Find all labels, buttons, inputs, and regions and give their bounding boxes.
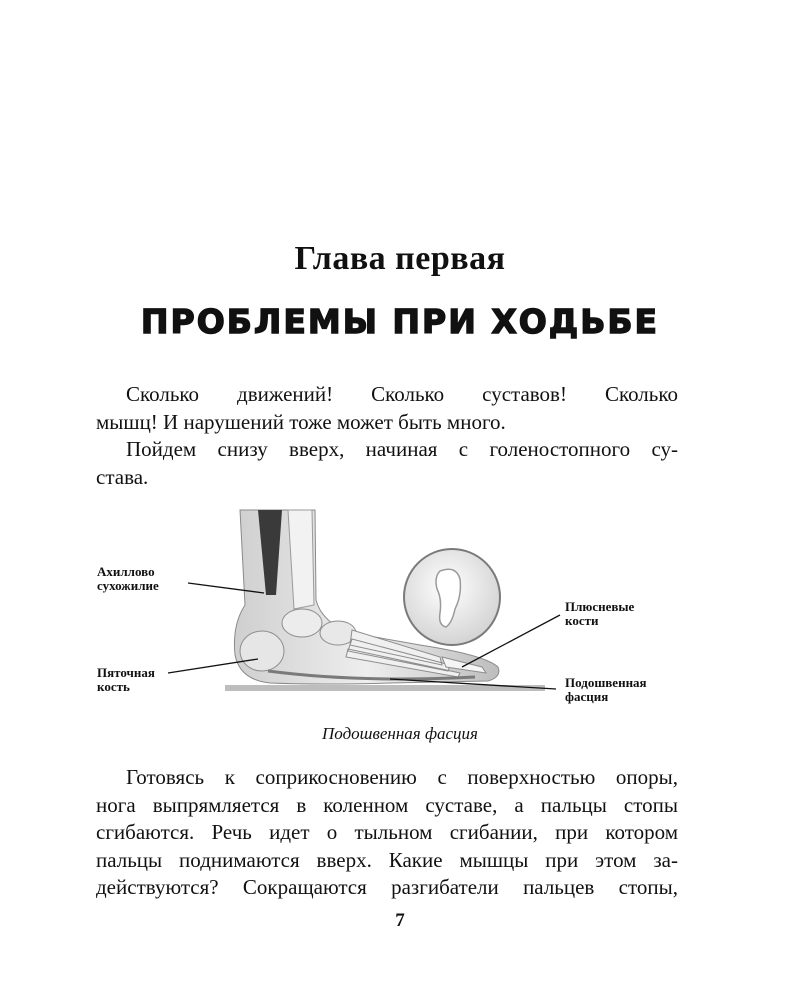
label-line: Ахиллово [97, 564, 155, 579]
label-line: кость [97, 679, 130, 694]
intro-paragraph-1 [96, 381, 678, 436]
text-line: сгибаются. Речь идет о тыльном сгибании, при котором [96, 820, 678, 844]
figure-caption: Подошвенная фасция [322, 724, 478, 743]
text-line: Готовясь к соприкосновению с поверхностью опоры, [126, 765, 678, 789]
label-line: Пяточная [97, 665, 155, 680]
text-line: Пойдем снизу вверх, начиная с голеностопного су- [126, 437, 678, 461]
intro-paragraph-2 [96, 436, 678, 491]
text-line: пальцы поднимаются вверх. Какие мышцы при этом за- [96, 847, 678, 872]
label-heel [97, 666, 155, 694]
text-line: действуются? Сокращаются разгибатели пальцев стопы, [96, 875, 678, 899]
talus-bone [282, 609, 322, 637]
foot-anatomy-figure [90, 505, 690, 715]
label-line: Подошвенная [565, 675, 647, 690]
label-fascia [565, 676, 647, 704]
label-achilles [97, 565, 159, 593]
chapter-label: Глава первая [294, 240, 506, 277]
label-line: Плюсневые [565, 599, 635, 614]
label-line: фасция [565, 689, 609, 704]
label-metatarsal [565, 600, 634, 628]
label-line: кости [565, 613, 599, 628]
text-line: мышц! И нарушений тоже может быть много. [96, 409, 506, 434]
text-line: нога выпрямляется в коленном суставе, а пальцы стопы [96, 792, 678, 817]
label-line: сухожилие [97, 578, 159, 593]
text-line: става. [96, 464, 149, 489]
heel-bone [240, 631, 284, 671]
chapter-title: ПРОБЛЕМЫ ПРИ ХОДЬБЕ [140, 302, 660, 341]
body-paragraph [96, 764, 678, 902]
page-number: 7 [395, 910, 405, 931]
text-line: Сколько движений! Сколько суставов! Сколько [126, 382, 678, 406]
